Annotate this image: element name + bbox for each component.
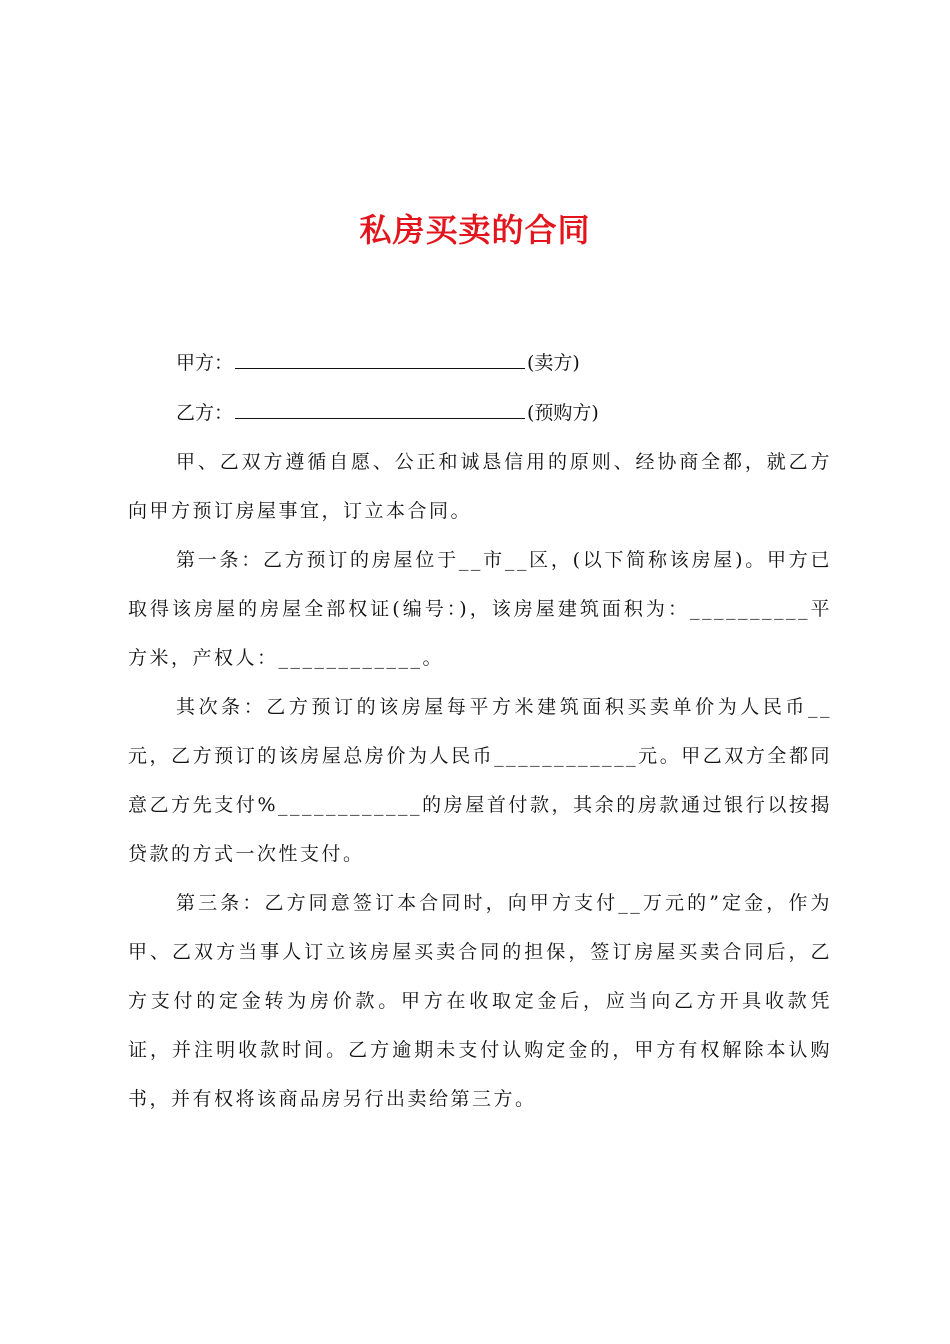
party-a-label: 甲方：: [176, 352, 234, 374]
party-a-role: (卖方): [527, 352, 580, 374]
preamble-paragraph: 甲、乙双方遵循自愿、公正和诚恳信用的原则、经协商全都，就乙方向甲方预订房屋事宜，订立本合同。: [128, 451, 832, 522]
party-b-blank: [235, 388, 525, 419]
party-b-role: (预购方): [527, 402, 599, 424]
party-b-label: 乙方：: [176, 402, 234, 424]
party-a-blank: [235, 338, 525, 369]
party-a-line: [128, 338, 832, 388]
article-1-paragraph: 第一条：乙方预订的房屋位于__市__区，(以下简称该房屋)。甲方已取得该房屋的房屋全部权证(编号：)，该房屋建筑面积为：__________平方米，产权人：____________。: [128, 549, 832, 669]
document-title: 私房买卖的合同: [359, 211, 591, 249]
party-b-line: [128, 388, 832, 438]
document-body: [128, 338, 832, 1124]
article-2-paragraph: 其次条：乙方预订的该房屋每平方米建筑面积买卖单价为人民币__元，乙方预订的该房屋总房价为人民币____________元。甲乙双方全都同意乙方先支付%____________的房屋首付款，其余的房款通过银行以按揭贷款的方式一次性支付。: [128, 696, 832, 865]
article-3-paragraph: 第三条：乙方同意签订本合同时，向甲方支付__万元的”定金，作为甲、乙双方当事人订立该房屋买卖合同的担保，签订房屋买卖合同后，乙方支付的定金转为房价款。甲方在收取定金后，应当向乙方开具收款凭证，并注明收款时间。乙方逾期未支付认购定金的，甲方有权解除本认购书，并有权将该商品房另行出卖给第三方。: [128, 892, 832, 1110]
